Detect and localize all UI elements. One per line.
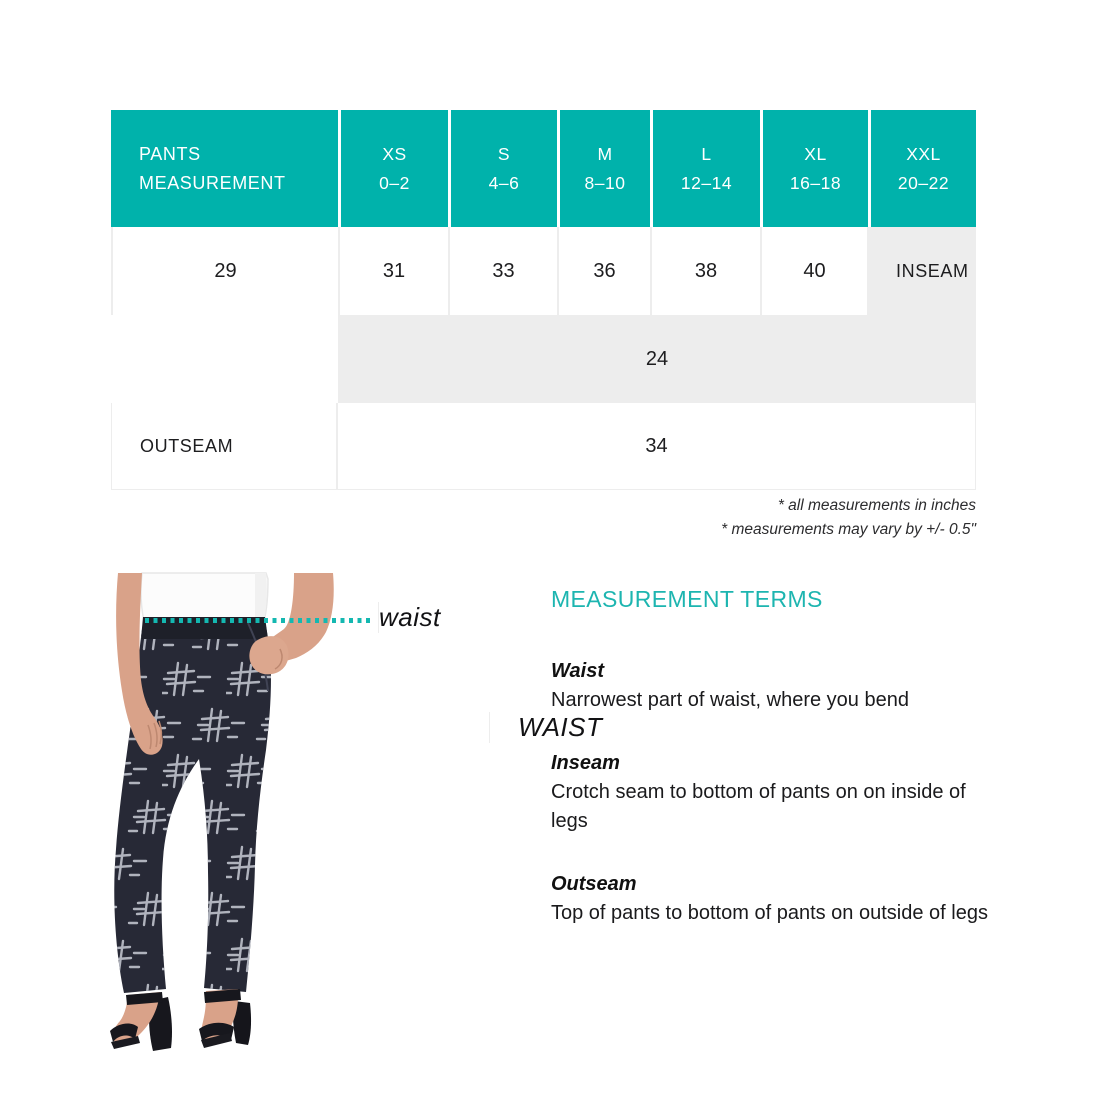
- footnote-variance: * measurements may vary by +/- 0.5": [721, 521, 976, 538]
- size-code: XXL: [906, 143, 941, 164]
- waist-value-m: 33: [448, 227, 557, 315]
- term-outseam: [551, 869, 1003, 928]
- tee-shirt: [141, 573, 268, 621]
- size-code: XL: [804, 143, 827, 164]
- model-photo: [98, 565, 348, 1085]
- waist-value-s: 31: [338, 227, 448, 315]
- column-header-s: [448, 110, 557, 227]
- terms-title: MEASUREMENT TERMS: [551, 586, 823, 612]
- waist-value-l: 36: [557, 227, 650, 315]
- term-definition: Narrowest part of waist, where you bend: [551, 689, 909, 711]
- term-name: Inseam: [551, 752, 620, 774]
- row-label-inseam: INSEAM: [868, 227, 976, 315]
- column-header-l: [650, 110, 760, 227]
- size-code: S: [497, 143, 511, 164]
- footnote-inches: * all measurements in inches: [777, 497, 976, 514]
- size-code: XS: [382, 143, 407, 164]
- column-header-xl: [760, 110, 868, 227]
- measurement-terms-section: [551, 586, 1003, 961]
- waist-annotation: waist: [379, 602, 441, 632]
- term-definition: Crotch seam to bottom of pants on on inside of legs: [551, 781, 966, 832]
- waist-value-xxl: 40: [760, 227, 868, 315]
- size-range: 16–18: [789, 172, 842, 193]
- inseam-value: 24: [338, 315, 976, 403]
- model-illustration: [98, 565, 348, 1085]
- size-range: 4–6: [488, 172, 520, 193]
- waist-value-xl: 38: [650, 227, 760, 315]
- column-header-xxl: [868, 110, 976, 227]
- waist-measurement-line: [145, 618, 373, 623]
- term-definition: Top of pants to bottom of pants on outside of legs: [551, 902, 988, 924]
- row-label-outseam: OUTSEAM: [111, 403, 338, 490]
- size-range: 12–14: [680, 172, 733, 193]
- column-header-xs: [338, 110, 448, 227]
- column-header-m: [557, 110, 650, 227]
- term-waist: [551, 656, 1003, 715]
- size-code: M: [597, 143, 613, 164]
- row-label-waist: WAIST: [489, 712, 602, 743]
- corner-line-1: PANTS: [139, 143, 201, 164]
- table-footnotes: [476, 494, 976, 542]
- left-sandal: [110, 992, 172, 1051]
- size-range: 8–10: [584, 172, 626, 193]
- term-name: Waist: [551, 660, 604, 682]
- size-range: 20–22: [897, 172, 950, 193]
- right-sandal: [199, 989, 251, 1048]
- size-range: 0–2: [379, 172, 410, 193]
- corner-line-2: MEASUREMENT: [139, 172, 286, 193]
- outseam-value: 34: [338, 403, 976, 490]
- term-inseam: [551, 748, 1003, 836]
- table-header-corner: [111, 110, 338, 227]
- size-code: L: [701, 143, 712, 164]
- waist-value-xs: 29: [111, 227, 338, 315]
- term-name: Outseam: [551, 873, 637, 895]
